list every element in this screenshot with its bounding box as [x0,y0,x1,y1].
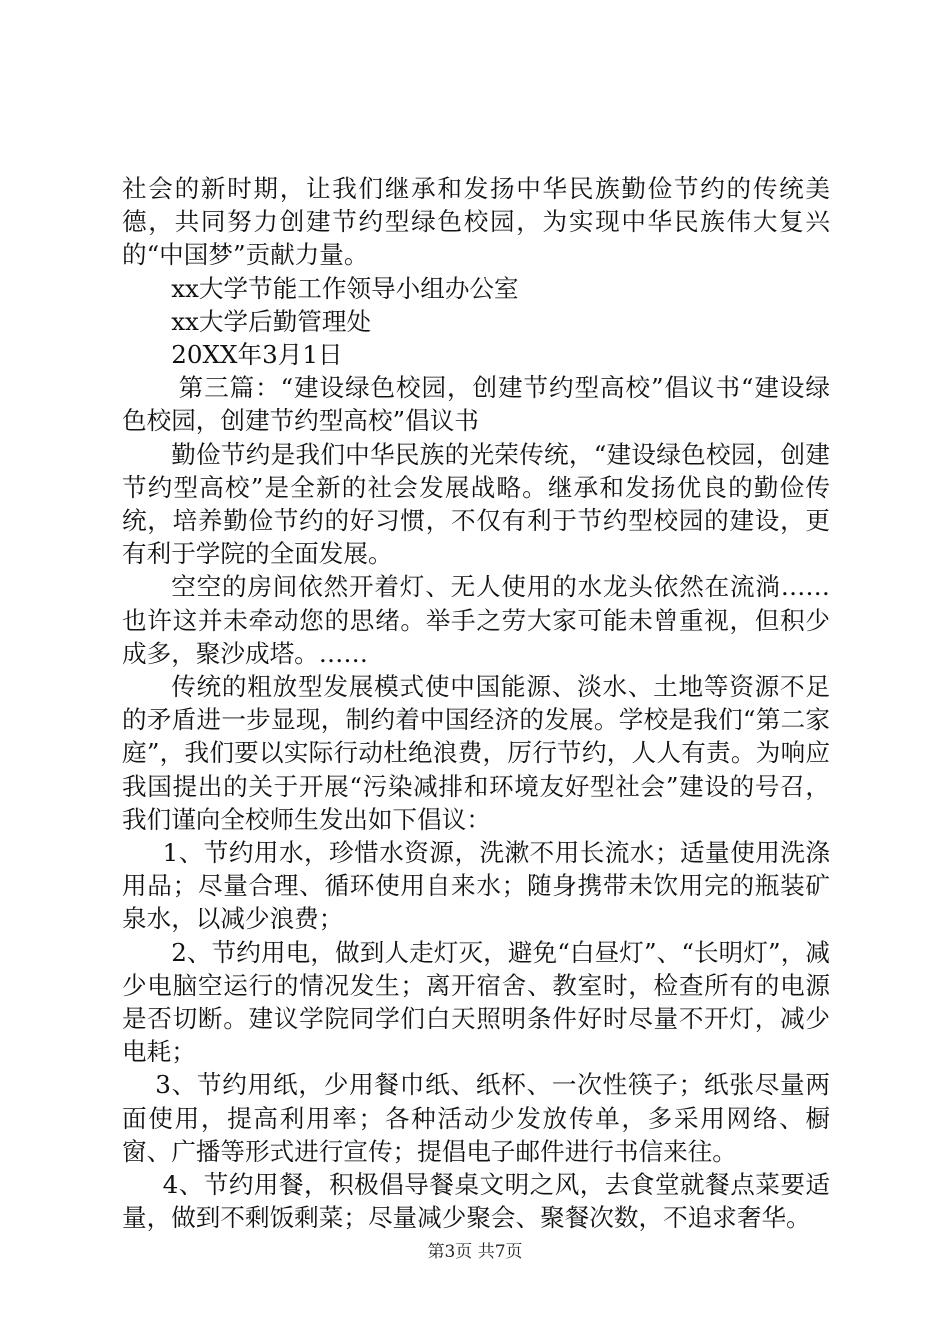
paragraph-waste: 空空的房间依然开着灯、无人使用的水龙头依然在流淌……也许这并未牵动您的思绪。举手之劳大家可能未曾重视，但积少成多，聚沙成塔。…… [122,572,830,668]
paragraph-proposal: 传统的粗放型发展模式使中国能源、淡水、土地等资源不足的矛盾进一步显现，制约着中国经济的发展。学校是我们“第二家庭”，我们要以实际行动杜绝浪费，厉行节约，人人有责。为响应我国提出的关于开展“污染减排和环境友好型社会”建设的号召，我们谨向全校师生发出如下倡议： [122,672,830,834]
section-title: 第三篇：“建设绿色校园，创建节约型高校”倡议书“建设绿色校园，创建节约型高校”倡议书 [122,373,830,436]
signature-office: xx大学节能工作领导小组办公室 [171,273,519,303]
paragraph-intro: 勤俭节约是我们中华民族的光荣传统，“建设绿色校园，创建节约型高校”是全新的社会发展战略。继承和发扬优良的勤俭传统，培养勤俭节约的好习惯，不仅有利于节约型校园的建设，更有利于学院的全面发展。 [122,439,830,569]
document-body [122,172,830,1235]
signature-date: 20XX年3月1日 [171,340,343,370]
proposal-item-water: 1、节约用水，珍惜水资源，洗漱不用长流水；适量使用洗涤用品；尽量合理、循环使用自来水；随身携带未饮用完的瓶装矿泉水，以减少浪费； [122,838,830,934]
proposal-item-paper: 3、节约用纸，少用餐巾纸、纸杯、一次性筷子；纸张尽量两面使用，提高利用率；各种活动少发放传单，多采用网络、橱窗、广播等形式进行宣传；提倡电子邮件进行书信来往。 [122,1070,830,1166]
signature-logistics: xx大学后勤管理处 [171,306,372,336]
proposal-item-food: 4、节约用餐，积极倡导餐桌文明之风，去食堂就餐点菜要适量，做到不剩饭剩菜；尽量减少聚会、聚餐次数，不追求奢华。 [122,1170,830,1233]
paragraph-closing: 社会的新时期，让我们继承和发扬中华民族勤俭节约的传统美德，共同努力创建节约型绿色校园，为实现中华民族伟大复兴的“中国梦”贡献力量。 [122,174,830,270]
page-number: 第3页 共7页 [427,1242,523,1262]
proposal-item-electricity: 2、节约用电，做到人走灯灭，避免“白昼灯”、“长明灯”，减少电脑空运行的情况发生；离开宿舍、教室时，检查所有的电源是否切断。建议学院同学们白天照明条件好时尽量不开灯，减少电耗； [122,937,830,1067]
